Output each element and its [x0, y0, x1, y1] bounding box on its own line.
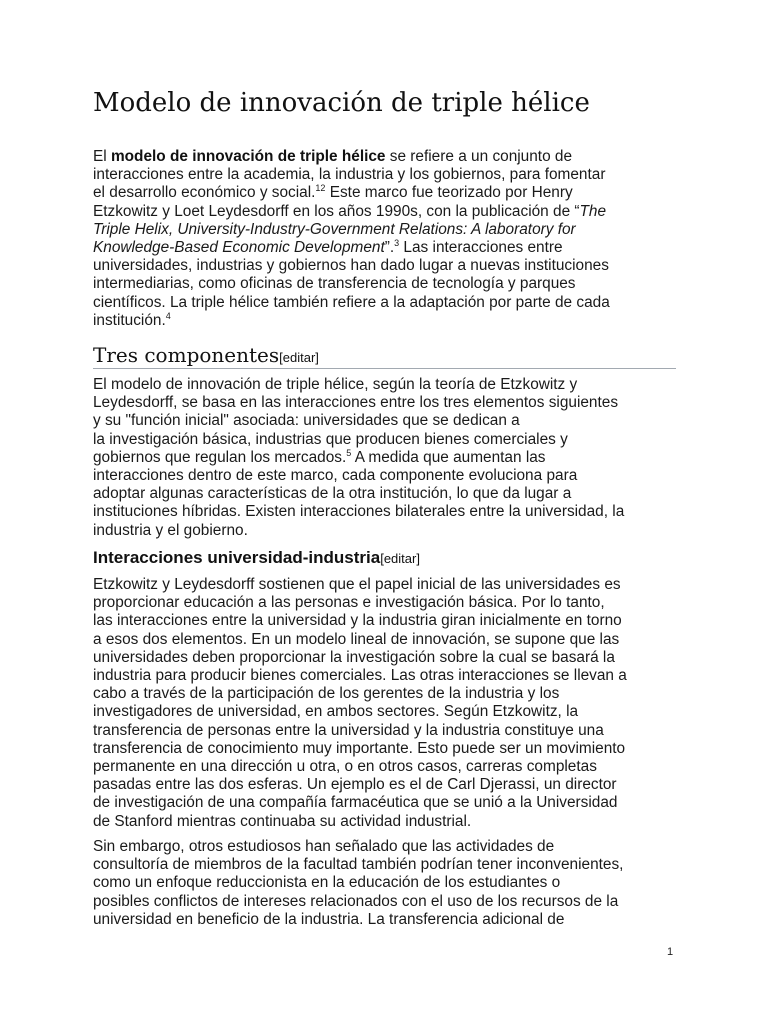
subsection-heading-universidad-industria [93, 547, 420, 569]
section2-paragraph-2 [93, 838, 677, 929]
section1-paragraph [93, 376, 677, 540]
text-line: industria para producir bienes comerciales. Las otras interacciones se llevan a [93, 667, 627, 685]
text-line: consultoría de miembros de la facultad también podrían tener inconvenientes, [93, 856, 624, 874]
text-line: a esos dos elementos. En un modelo lineal de innovación, se supone que las [93, 630, 620, 648]
subsection-heading-text: Interacciones universidad-industria [93, 548, 381, 567]
text-line: industria y el gobierno. [93, 521, 248, 539]
text-line: El modelo de innovación de triple hélice se refiere a un conjunto de [93, 148, 573, 165]
text-line: universidad en beneficio de la industria. La transferencia adicional de [93, 910, 565, 928]
text-line: universidades, industrias y gobiernos han dado lugar a nuevas instituciones [93, 257, 609, 275]
bold-term: modelo de innovación de triple hélice [110, 148, 386, 165]
section2-paragraph-1 [93, 576, 677, 831]
text-line: Etzkowitz y Loet Leydesdorff en los años 1990s, con la publicación de “The [93, 202, 607, 220]
citation-ref[interactable]: 5 [346, 447, 352, 458]
text-line: Triple Helix, University-Industry-Government Relations: A laboratory for [93, 220, 576, 238]
text-line: interacciones dentro de este marco, cada componente evoluciona para [93, 467, 578, 485]
text-line: como un enfoque reduccionista en la educación de los estudiantes o [93, 874, 561, 892]
intro-paragraph [93, 148, 677, 330]
text-line: transferencia de personas entre la universidad y la industria constituye una [93, 721, 604, 739]
text-line: transferencia de conocimiento muy importante. Esto puede ser un movimiento [93, 739, 626, 757]
text-line: institución.$^4$ [93, 310, 171, 329]
text-line: Sin embargo, otros estudiosos han señalado que las actividades de [93, 838, 555, 855]
text-line: y su "función inicial" asociada: universidades que se dedican a [93, 412, 520, 430]
text-line: universidades deben proporcionar la investigación sobre la cual se basará la [93, 648, 615, 666]
edit-section-link[interactable]: [editar] [380, 551, 420, 566]
text-line: El modelo de innovación de triple hélice, según la teoría de Etzkowitz y [93, 376, 578, 393]
page-title: Modelo de innovación de triple hélice [93, 88, 590, 118]
text-line: Leydesdorff, se basa en las interacciones entre los tres elementos siguientes [93, 394, 619, 412]
citation-ref[interactable]: 12 [315, 183, 326, 194]
text-line: científicos. La triple hélice también refiere a la adaptación por parte de cada [93, 293, 610, 311]
text-line: de investigación de una compañía farmacéutica que se unió a la Universidad [93, 794, 618, 812]
text-line: interacciones entre la academia, la industria y los gobiernos, para fomentar [93, 166, 606, 184]
section-heading-text: Tres componentes [93, 343, 280, 367]
text-line: investigadores de universidad, en ambos sectores. Según Etzkowitz, la [93, 703, 579, 721]
text-line: gobiernos que regulan los mercados.$^5$ A medida que aumentan las [93, 447, 546, 466]
citation-ref[interactable]: 3 [394, 237, 400, 248]
text-line: el desarrollo económico y social.$^{12}$ Este marco fue teorizado por Henry [93, 183, 573, 202]
text-line: instituciones híbridas. Existen interacciones bilaterales entre la universidad, la [93, 503, 625, 521]
page-number: 1 [667, 946, 674, 958]
text-line: la investigación básica, industrias que producen bienes comerciales y [93, 430, 568, 448]
text-line: Etzkowitz y Leydesdorff sostienen que el papel inicial de las universidades es [93, 576, 621, 593]
edit-section-link[interactable]: [editar] [279, 350, 319, 365]
text-line: permanente en una dirección u otra, o en otros casos, carreras completas [93, 758, 597, 776]
text-line: Knowledge-Based Economic Development”.$^3$ Las interacciones entre [93, 237, 563, 257]
text-line: intermediarias, como oficinas de transferencia de tecnología y parques [93, 275, 576, 293]
text-line: pasadas entre las dos esferas. Un ejemplo es el de Carl Djerassi, un director [93, 776, 617, 794]
text-line: cabo a través de la participación de los gerentes de la industria y los [93, 685, 560, 703]
text-line: proporcionar educación a las personas e investigación básica. Por lo tanto, [93, 594, 605, 612]
text-line: de Stanford mientras continuaba su actividad industrial. [93, 812, 472, 830]
text-line: posibles conflictos de intereses relacionados con el uso de los recursos de la [93, 892, 619, 910]
section-heading-tres-componentes [93, 343, 676, 369]
text-line: las interacciones entre la universidad y la industria giran inicialmente en torno [93, 612, 622, 630]
citation-ref[interactable]: 4 [165, 310, 171, 321]
text-line: adoptar algunas características de la otra institución, lo que da lugar a [93, 485, 572, 503]
